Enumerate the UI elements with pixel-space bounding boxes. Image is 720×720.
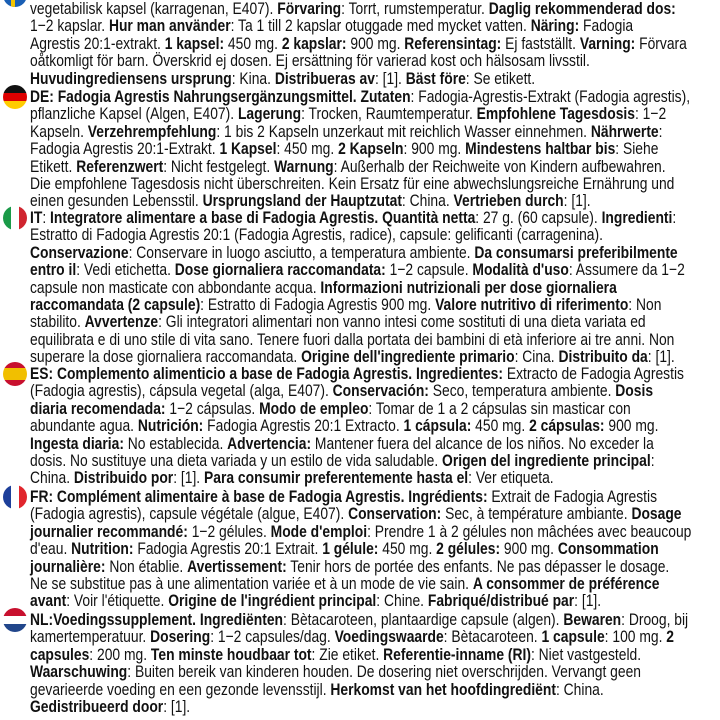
text-line bbox=[30, 469, 601, 486]
bold-label: Modalità d'uso bbox=[472, 260, 569, 280]
bold-label: Origine de l'ingrédient principal bbox=[168, 591, 377, 611]
bold-label: Conservación: bbox=[332, 381, 429, 401]
text-line bbox=[30, 610, 689, 629]
text-segment: : Trocken, Raumtemperatur. bbox=[301, 104, 477, 124]
text-line bbox=[30, 277, 617, 297]
text-segment: : Torrt, rumstemperatur. bbox=[341, 0, 489, 18]
bold-label: Warnung bbox=[274, 156, 334, 176]
text-segment: : 100 mg. bbox=[604, 627, 667, 647]
bold-label: ES: Complemento alimenticio a base de Fadogia Agrestis. Ingredientes: bbox=[30, 364, 503, 383]
bold-label: avant bbox=[30, 591, 67, 611]
text-line bbox=[30, 416, 659, 436]
bold-label: Avertissement: bbox=[187, 556, 287, 576]
bold-label: Referenzwert bbox=[76, 156, 164, 176]
bold-label: 2 cápsulas: bbox=[529, 416, 605, 436]
text-line bbox=[30, 121, 663, 141]
text-segment: Mantener fuera del alcance de los niños. No exceder la bbox=[311, 433, 654, 453]
bold-label: Gedistribueerd door bbox=[30, 696, 164, 716]
text-segment: Fadogia bbox=[579, 16, 634, 36]
bold-label: Ingesta diaria: bbox=[30, 433, 124, 453]
text-line bbox=[30, 70, 601, 87]
text-segment: No establecida. bbox=[123, 433, 228, 453]
text-line bbox=[30, 364, 684, 383]
text-segment: Estratto di Fadogia Agrestis 20:1 (Fadogia Agrestis, radice), capsule: gelificanti (carragenina). bbox=[30, 225, 603, 245]
bold-label: Näring: bbox=[530, 16, 580, 36]
text-line bbox=[30, 521, 692, 541]
bold-label: Dosis bbox=[615, 381, 654, 401]
bold-label: Conservation: bbox=[348, 504, 442, 524]
bold-label: Dosage bbox=[631, 504, 682, 524]
text-segment: : 200 mg. bbox=[89, 644, 151, 664]
text-segment: : Buiten bereik van kinderen houden. De dosering niet overschrijden. Vervangt geen bbox=[127, 662, 642, 682]
bold-label: journalière: bbox=[30, 556, 106, 576]
netherlands-flag-icon bbox=[3, 608, 27, 632]
text-line bbox=[30, 487, 658, 506]
bold-label: Origine dell'ingrediente primario bbox=[301, 347, 515, 367]
text-segment: kamertemperatuur. bbox=[30, 627, 151, 647]
bold-label: Distribuito da bbox=[558, 347, 648, 367]
bold-label: 2 kapslar: bbox=[281, 33, 347, 53]
text-segment: : Ta 1 till 2 kapslar otuggade med mycket vatten. bbox=[230, 16, 531, 36]
bold-label: Para consumir preferentemente hasta el bbox=[204, 468, 469, 488]
text-segment: capsule non masticate con abbondante acqua. bbox=[30, 277, 321, 297]
text-segment: : 1−2 capsules/dag. bbox=[210, 627, 335, 647]
text-segment: : Conservare in luogo asciutto, a temperatura ambiente. bbox=[128, 242, 475, 262]
italy-flag-icon bbox=[3, 206, 27, 230]
bold-label: FR: Complément alimentaire à base de Fadogia Agrestis. Ingrédients: bbox=[30, 487, 488, 506]
text-line bbox=[30, 573, 660, 593]
section-de bbox=[30, 88, 720, 210]
text-segment: : China. bbox=[401, 191, 454, 211]
germany-flag-icon bbox=[3, 85, 27, 109]
text-line bbox=[30, 52, 601, 69]
text-segment: : Ver etiqueta. bbox=[468, 468, 554, 488]
text-segment: 1−2 kapslar. bbox=[30, 16, 109, 36]
bold-label: Waarschuwing bbox=[30, 662, 128, 682]
section-es bbox=[30, 365, 720, 487]
bold-label: Daglig rekommenderad dos: bbox=[488, 0, 676, 18]
text-line bbox=[30, 260, 685, 280]
text-segment: Fadogia Agrestis 20:1 Extracto. bbox=[203, 416, 404, 436]
text-segment: 1−2 capsule. bbox=[385, 260, 473, 280]
text-segment: Etikett. bbox=[30, 156, 77, 176]
text-segment: 900 mg. bbox=[346, 33, 405, 53]
text-segment: stabilito. bbox=[30, 312, 85, 332]
text-line bbox=[30, 294, 662, 314]
bold-label: Dose giornaliera raccomandata: bbox=[174, 260, 386, 280]
text-segment: : [1]. bbox=[163, 696, 191, 716]
text-line bbox=[30, 173, 675, 193]
text-line bbox=[30, 433, 654, 453]
bold-label: Bewaren bbox=[563, 610, 622, 629]
text-segment: : 1−2 bbox=[634, 104, 667, 124]
text-line bbox=[30, 539, 659, 559]
text-segment: : bbox=[658, 121, 663, 141]
text-line bbox=[30, 347, 675, 367]
bold-label: Voedingswaarde bbox=[334, 627, 444, 647]
bold-label: Nährwerte bbox=[590, 121, 659, 141]
text-segment: 450 mg. bbox=[224, 33, 282, 53]
text-segment: : [1]. bbox=[173, 468, 205, 488]
bold-label: Avvertenze bbox=[84, 312, 159, 332]
text-segment: : Prendre 1 à 2 gélules non mâchées avec beaucoup bbox=[367, 521, 692, 541]
text-segment: Ne se substitue pas à une alimentation variée et à un mode de vie sain. bbox=[30, 573, 473, 593]
bold-label: 2 gélules: bbox=[436, 539, 501, 559]
text-segment: einen gesunden Lebensstil. bbox=[30, 191, 203, 211]
text-segment: : Bètacaroteen, plantaardige capsule (algen). bbox=[283, 610, 564, 629]
bold-label: Da consumarsi preferibilmente bbox=[474, 242, 678, 262]
bold-label: 1 kapsel: bbox=[164, 33, 225, 53]
text-segment: 450 mg. bbox=[471, 416, 530, 436]
text-segment: Sec, à température ambiante. bbox=[441, 504, 632, 524]
text-segment: : Se etikett. bbox=[465, 68, 536, 88]
text-segment: : Außerhalb der Reichweite von Kindern aufbewahren. bbox=[333, 156, 666, 176]
text-segment: : bbox=[650, 450, 655, 470]
text-line bbox=[30, 662, 642, 682]
text-segment: Die empfohlene Tagesdosis nicht überschreiten. Kein Ersatz für eine abwechslungsreiche Ernährung und bbox=[30, 173, 675, 193]
bold-label: Vertrieben durch bbox=[453, 191, 564, 211]
text-line bbox=[30, 139, 659, 159]
text-segment: vegetabilisk kapsel (karragenan, E407). bbox=[30, 0, 278, 18]
section-sv bbox=[30, 0, 720, 87]
bold-label: capsules bbox=[30, 644, 90, 664]
bold-label: Nutrición: bbox=[137, 416, 204, 436]
bold-label: Conservazione bbox=[30, 242, 129, 262]
text-segment: Agrestis 20:1-extrakt. bbox=[30, 33, 165, 53]
bold-label: Informazioni nutrizionali per dose giornaliera bbox=[320, 277, 617, 297]
text-line bbox=[30, 242, 678, 262]
bold-label: 1 cápsula: bbox=[403, 416, 472, 436]
text-segment: : 27 g. (60 capsule). bbox=[475, 208, 602, 227]
text-line bbox=[30, 644, 642, 664]
text-line bbox=[30, 556, 670, 576]
text-segment: : [1]. bbox=[647, 347, 675, 367]
text-segment: : Tomar de 1 a 2 cápsulas sin masticar con bbox=[368, 398, 631, 418]
text-line bbox=[30, 592, 601, 609]
text-segment: : Bètacaroteen. bbox=[443, 627, 542, 647]
bold-label: Referensintag: bbox=[404, 33, 502, 53]
bold-label: Huvudingrediensens ursprung bbox=[30, 68, 232, 88]
text-segment: Tenir hors de portée des enfants. Ne pas dépasser le dosage. bbox=[286, 556, 670, 576]
text-line bbox=[30, 156, 666, 176]
text-segment: : Droog, bij bbox=[621, 610, 689, 629]
text-segment: : Voir l'étiquette. bbox=[66, 591, 169, 611]
text-segment: gevarieerde voeding en een gezonde levensstijl. bbox=[30, 679, 331, 699]
text-line bbox=[30, 698, 601, 715]
text-segment: Seco, temperatura ambiente. bbox=[428, 381, 616, 401]
section-it bbox=[30, 209, 720, 366]
text-segment: superare la dose giornaliera raccomandata. bbox=[30, 347, 302, 367]
text-line bbox=[30, 450, 655, 470]
text-segment: : Estratto di Fadogia Agrestis 900 mg. bbox=[200, 294, 436, 314]
text-line bbox=[30, 381, 654, 401]
text-segment: : Cina. bbox=[514, 347, 559, 367]
text-line bbox=[30, 312, 646, 332]
text-segment: equilibrata e di uno stile di vita sano. Tenere fuori dalla portata dei bambini di età inferiore ai tre anni. Non bbox=[30, 329, 675, 349]
bold-label: Valore nutritivo di riferimento bbox=[435, 294, 629, 314]
text-segment: : 900 mg. bbox=[403, 139, 466, 159]
bold-label: Ursprungsland der Hauptzutat bbox=[202, 191, 402, 211]
text-segment: : Fadogia-Agrestis-Extrakt (Fadogia agrestis), bbox=[410, 87, 691, 106]
bold-label: Integratore alimentare a base di Fadogia Agrestis. Quantità netta bbox=[50, 208, 476, 227]
bold-label: 1 capsule bbox=[541, 627, 605, 647]
text-segment: : 450 mg. bbox=[276, 139, 339, 159]
bold-label: 1 Kapsel bbox=[219, 139, 277, 159]
text-segment: oåtkomligt för barn. Överskrid ej dosen. Ej ersättning för varierad kost och hälsosam livsstil. bbox=[30, 51, 590, 71]
bold-label: Mindestens haltbar bis bbox=[465, 139, 616, 159]
text-segment: d'eau. bbox=[30, 539, 72, 559]
bold-label: Fabriqué/distribué par bbox=[427, 591, 575, 611]
text-line bbox=[30, 87, 691, 106]
text-segment: : Nicht festgelegt. bbox=[163, 156, 275, 176]
text-segment: Extrait de Fadogia Agrestis bbox=[487, 487, 658, 506]
text-segment: : Zie etiket. bbox=[311, 644, 384, 664]
bold-label: Distribueras av bbox=[274, 68, 375, 88]
text-segment: : [1]. bbox=[374, 68, 406, 88]
bold-label: Förvaring bbox=[277, 0, 342, 18]
text-line bbox=[30, 33, 687, 53]
bold-label: Varning: bbox=[579, 33, 636, 53]
bold-label: 2 bbox=[666, 627, 675, 647]
bold-label: Hur man använder bbox=[108, 16, 231, 36]
bold-label: raccomandata (2 capsule) bbox=[30, 294, 201, 314]
bold-label: diaria recomendada: bbox=[30, 398, 166, 418]
text-line bbox=[30, 679, 604, 699]
text-segment: China. bbox=[30, 468, 74, 488]
text-line bbox=[30, 504, 682, 524]
bold-label: journalier recommandé: bbox=[30, 521, 188, 541]
text-segment: Fadogia Agrestis 20:1 Extrait. bbox=[133, 539, 323, 559]
text-segment: : bbox=[42, 208, 51, 227]
bold-label: Mode d'emploi bbox=[270, 521, 368, 541]
bold-label: Lagerung bbox=[237, 104, 302, 124]
text-segment: dosis. No sustituye una dieta variada y un estilo de vida saludable. bbox=[30, 450, 443, 470]
bold-label: Bäst före bbox=[405, 68, 466, 88]
text-segment: 900 mg. bbox=[500, 539, 558, 559]
text-line bbox=[30, 627, 675, 647]
text-line bbox=[30, 0, 676, 18]
flag-sweden bbox=[3, 0, 27, 7]
bold-label: IT bbox=[30, 208, 43, 227]
bold-label: A consommer de préférence bbox=[472, 573, 660, 593]
text-segment: Fadogia Agrestis 20:1-Extrakt. bbox=[30, 139, 220, 159]
text-line bbox=[30, 398, 631, 418]
bold-label: 2 Kapseln bbox=[338, 139, 404, 159]
bold-label: Ten minste houdbaar tot bbox=[150, 644, 312, 664]
text-segment: : Assumere da 1−2 bbox=[568, 260, 685, 280]
france-flag-icon bbox=[3, 485, 27, 509]
text-segment: Ej fastställt. bbox=[501, 33, 580, 53]
bold-label: Referentie-inname (RI) bbox=[383, 644, 531, 664]
bold-label: Origen del ingrediente principal bbox=[442, 450, 651, 470]
text-segment: 900 mg. bbox=[604, 416, 659, 436]
text-line bbox=[30, 226, 601, 243]
bold-label: entro il bbox=[30, 260, 77, 280]
text-segment: : bbox=[672, 208, 677, 227]
bold-label: Ingredienti bbox=[601, 208, 673, 227]
bold-label: DE: Fadogia Agrestis Nahrungsergänzungsmittel. Zutaten bbox=[30, 87, 411, 106]
section-fr bbox=[30, 488, 720, 610]
text-segment: : Chine. bbox=[376, 591, 428, 611]
text-segment: Förvara bbox=[635, 33, 687, 53]
bold-label: Empfohlene Tagesdosis bbox=[476, 104, 635, 124]
text-segment: 450 mg. bbox=[378, 539, 437, 559]
text-segment: : China. bbox=[555, 679, 604, 699]
text-segment: : Vedi etichetta. bbox=[76, 260, 175, 280]
text-segment: : [1]. bbox=[574, 591, 602, 611]
bold-label: NL:Voedingssupplement. Ingrediënten bbox=[30, 610, 284, 629]
text-line bbox=[30, 329, 675, 349]
text-segment: : [1]. bbox=[563, 191, 591, 211]
text-segment: (Fadogia agrestis), capsule végétale (algue, E407). bbox=[30, 504, 349, 524]
text-segment: : Siehe bbox=[615, 139, 659, 159]
text-segment: : Non bbox=[628, 294, 662, 314]
bold-label: Distribuido por bbox=[73, 468, 174, 488]
text-segment: : 1 bis 2 Kapseln unzerkaut mit reichlich Wasser einnehmen. bbox=[216, 121, 591, 141]
text-segment: abundante agua. bbox=[30, 416, 138, 436]
text-line bbox=[30, 16, 634, 36]
bold-label: Dosering bbox=[150, 627, 211, 647]
text-segment: : Niet vastgesteld. bbox=[530, 644, 642, 664]
text-segment: 1−2 gélules. bbox=[187, 521, 271, 541]
bold-label: 1 gélule: bbox=[322, 539, 379, 559]
text-segment: : Kina. bbox=[231, 68, 275, 88]
bold-label: Herkomst van het hoofdingrediënt bbox=[330, 679, 556, 699]
bold-label: Consommation bbox=[557, 539, 659, 559]
section-nl bbox=[30, 611, 720, 715]
bold-label: Modo de empleo bbox=[259, 398, 369, 418]
text-segment: Extracto de Fadogia Agrestis bbox=[502, 364, 684, 383]
text-segment: pflanzliche Kapsel (Algen, E407). bbox=[30, 104, 238, 124]
bold-label: Nutrition: bbox=[71, 539, 134, 559]
text-segment: Non établie. bbox=[105, 556, 188, 576]
text-line bbox=[30, 104, 667, 124]
text-segment: : Gli integratori alimentari non vanno intesi come sostituti di una dieta variata ed bbox=[158, 312, 646, 332]
text-segment: 1−2 cápsulas. bbox=[165, 398, 260, 418]
spain-flag-icon bbox=[3, 362, 27, 386]
bold-label: Advertencia: bbox=[227, 433, 312, 453]
text-segment: Kapseln. bbox=[30, 121, 88, 141]
text-line bbox=[30, 208, 677, 227]
bold-label: Verzehrempfehlung bbox=[87, 121, 217, 141]
text-segment: (Fadogia agrestis), cápsula vegetal (alga, E407). bbox=[30, 381, 333, 401]
